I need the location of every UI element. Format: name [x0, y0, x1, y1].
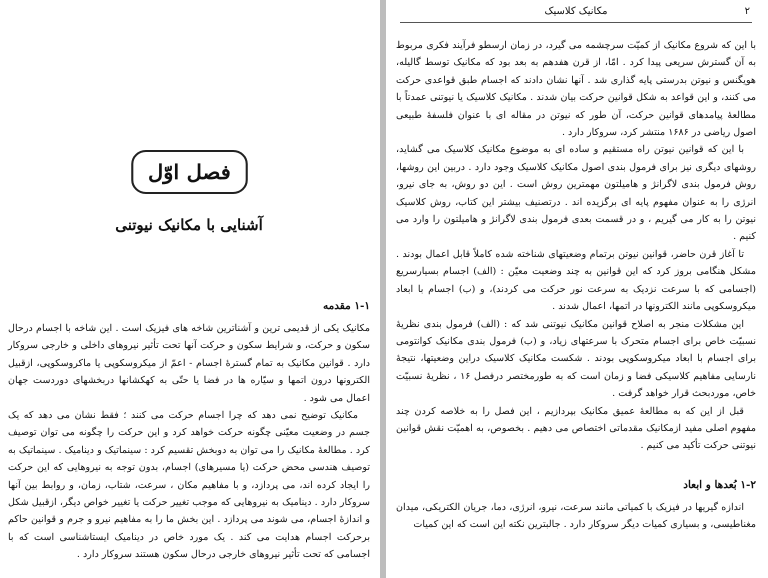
section-heading-intro: ۱-۱ مقدمه: [323, 300, 370, 312]
paragraph: با این که قوانین نیوتن راه مستقیم و ساده ای به موضوع مکانیک کلاسیک می گشاید، روشهای دیگری نیز برای فرمول بندی اصول مکانیک کلاسیک وجود دارد . دربین این روشها، روش فرمول بندی لاگرانژ و هامیلتون مهمترین روش است . این دو روش، به جای نیرو، انرژی را به عنوان مفهوم پایه ای برگزیده اند . درتصنیف بیشتر این کتاب، روش کلاسیک نیوتن را به کار می گیریم ، و در قسمت بعدی فرمول بندی لاگرانژ و هامیلتون را وارد می کنیم .: [396, 144, 756, 243]
paragraph: با این که شروع مکانیک از کمیّت سرچشمه می گیرد، در زمان ارسطو فرآیند فکری مربوط به آن گسترش سریعی پیدا کرد . امّا، از قرن هفدهم به بعد بود که مکانیک توسط گالیله، هویگنس و نیوتن بدرستی پایه گذاری شد . آنها نشان دادند که اجسام طبق قواعدی حرکت می کنند، و این قواعد به شکل قوانین حرکت بیان شدند . مکانیک کلاسیک یا نیوتنی عمدتاً با مطالعهٔ پیامدهای قوانین حرکت، آن طور که نیوتن در مقاله ای با عنوان فلسفهٔ طبیعی اصول ریاضی در ۱۶۸۶ منتشر کرد، سروکار دارد .: [396, 40, 756, 139]
paragraph: اندازه گیریها در فیزیک با کمیاتی مانند سرعت، نیرو، انرژی، دما، جریان الکتریکی، میدان مغناطیسی، و بسیاری کمیات دیگر سروکار دارد . جالبترین نکته این است که این کمیات: [396, 501, 756, 531]
page-number: ۲: [744, 6, 750, 17]
paragraph: قبل از این که به مطالعهٔ عمیق مکانیک بپردازیم ، این فصل را به خلاصه کردن چند مفهوم اصلی مفید ازمکانیک مقدماتی اختصاص می دهیم . بخصوص، به اهمیّت نقش قوانین نیوتنی حرکت تأکید می کنیم .: [396, 405, 756, 452]
chapter-label: فصل اوّل: [8, 150, 370, 190]
right-page: [386, 0, 768, 578]
running-head: مکانیک کلاسیک: [544, 6, 608, 17]
paragraph: تا آغاز قرن حاضر، قوانین نیوتن برتمام وضعیتهای شناخته شده کاملاً قابل اعمال بودند . مشکل هنگامی بروز کرد که این قوانین به چند وضعیت معیّن : (الف) اجسام بسیارسریع (اجسامی که با سرعت نزدیک به سرعت نور حرکت می کردند)، و (ب) اجسام با ابعاد میکروسکوپی مانند الکترونها در اتمها، اعمال شدند .: [396, 248, 756, 313]
section-heading-dimensions: ۱-۲ بُعدها و ابعاد: [683, 478, 756, 491]
page-header: [400, 0, 752, 23]
chapter-title: آشنایی با مکانیک نیوتنی: [115, 216, 263, 234]
paragraph: این مشکلات منجر به اصلاح قوانین مکانیک نیوتنی شد که : (الف) فرمول بندی نظریهٔ نسبیّت خاص برای اجسام متحرک با سرعتهای زیاد، و (ب) فرمول بندی مکانیک کوانتومی برای اجسام با ابعاد میکروسکوپی بودند . شکست مکانیک کلاسیک دراین وضعیتها، نتیجهٔ نارسایی مفاهیم کلاسیکی فضا و زمان است که به طورمختصر درفصل ۱۶ ، نظریهٔ نسبیّت خاص، موردبحث قرار خواهد گرفت .: [396, 318, 756, 400]
paragraph: مکانیک توضیح نمی دهد که چرا اجسام حرکت می کنند ؛ فقط نشان می دهد که یک جسم در وضعیت معیّنی چگونه حرکت خواهد کرد و این حرکت را چگونه می توان توصیف کرد . مطالعهٔ مکانیک را می توان به دوبخش تقسیم کرد : سینماتیک و دینامیک . سینماتیک به توصیف هندسی محض حرکت (یا مسیرهای) اجسام، بدون توجه به نیروهایی که این حرکت را ایجاد کرده اند، می پردازد، و با مفاهیم مکان ، سرعت، شتاب، زمان، و روابط بین آنها سروکار دارد . دینامیک به نیروهایی که موجب تغییر حرکت یا تغییر خواص دیگر، ازقبیل شکل و اندازهٔ اجسام، می شوند می پردازد . این بخش ما را به مفاهیم نیرو و جرم و قوانین حاکم برحرکت اجسام هدایت می کند . یک مورد خاص در دینامیک ایستاشناسی است که با اجسامی که تحت تأثیر نیروهای خارجی درحال سکون هستند سروکار دارد .: [8, 410, 370, 561]
paragraph: مکانیک یکی از قدیمی ترین و آشناترین شاخه های فیزیک است . این شاخه با اجسام درحال سکون و حرکت، و شرایط سکون و حرکت آنها تحت تأثیر نیروهای داخلی و خارجی سروکار دارد . قوانین مکانیک به تمام گسترهٔ اجسام - اعمّ از میکروسکوپی یا ماکروسکوپی، ازقبیل الکترونها درون اتمها و سیّاره ها در فضا یا حتّی به کهکشانها دربخشهای دوردست جهان اعمال می شود .: [8, 323, 370, 404]
left-page: [0, 0, 380, 578]
